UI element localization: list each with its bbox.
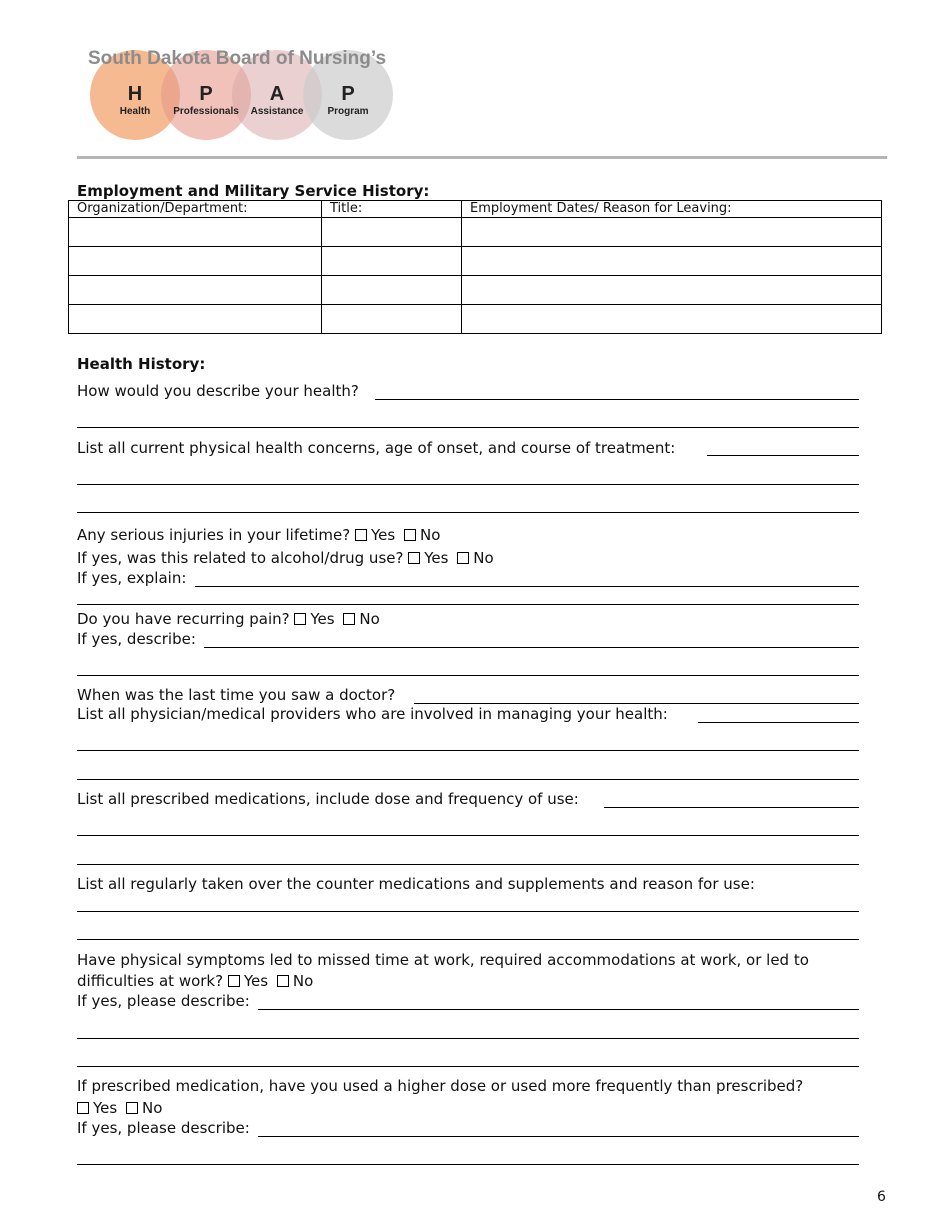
question-if-yes-explain	[77, 568, 186, 588]
table-row	[69, 305, 882, 334]
missed-work-no-checkbox[interactable]	[277, 975, 289, 987]
question-label: List all physician/medical providers who are involved in managing your health:	[77, 705, 668, 723]
logo-word-professionals: Professionals	[173, 106, 239, 117]
table-cell[interactable]	[462, 247, 882, 276]
logo-letter-h: H	[127, 83, 143, 105]
question-label: If yes, was this related to alcohol/drug use?	[77, 549, 404, 567]
option-no-label: No	[473, 549, 494, 567]
question-label: If yes, describe:	[77, 630, 196, 648]
prescribed-meds-answer-line-3[interactable]	[77, 864, 859, 865]
logo-word-health: Health	[119, 106, 151, 117]
logo-word-program: Program	[327, 106, 369, 117]
question-label: When was the last time you saw a doctor?	[77, 686, 396, 704]
table-header-row	[69, 201, 882, 218]
higher-dose-answer-line[interactable]	[258, 1136, 859, 1137]
providers-answer-line-3[interactable]	[77, 779, 859, 780]
health-heading: Health History:	[77, 355, 206, 373]
table-row	[69, 247, 882, 276]
pain-describe-answer-line[interactable]	[204, 647, 859, 648]
otc-meds-answer-line[interactable]	[77, 911, 859, 912]
question-related-alcohol	[77, 548, 494, 568]
option-yes-label: Yes	[424, 549, 449, 567]
higher-dose-options	[77, 1098, 162, 1118]
describe-health-answer-line-2[interactable]	[77, 427, 859, 428]
option-yes-label: Yes	[243, 972, 269, 990]
physical-concerns-answer-line[interactable]	[707, 455, 859, 456]
table-cell[interactable]	[322, 218, 462, 247]
hpap-logo	[88, 48, 408, 142]
question-label: Have physical symptoms led to missed time at work, required accommodations at work, or led to	[77, 951, 809, 969]
table-cell[interactable]	[462, 305, 882, 334]
question-recurring-pain	[77, 609, 380, 629]
question-label: Any serious injuries in your lifetime?	[77, 526, 351, 544]
option-yes-label: Yes	[370, 526, 396, 544]
table-row	[69, 218, 882, 247]
question-if-yes-please-describe-2	[77, 1118, 250, 1138]
explain-answer-line-2[interactable]	[77, 604, 859, 605]
header-divider	[77, 156, 887, 159]
question-label: If yes, please describe:	[77, 1119, 250, 1137]
higher-dose-answer-line-2[interactable]	[77, 1164, 859, 1165]
pain-yes-checkbox[interactable]	[294, 613, 306, 625]
pain-describe-answer-line-2[interactable]	[77, 675, 859, 676]
question-missed-work	[77, 950, 809, 970]
question-label: difficulties at work?	[77, 972, 224, 990]
column-header-organization: Organization/Department:	[69, 201, 322, 218]
table-cell[interactable]	[69, 218, 322, 247]
page-number: 6	[877, 1189, 886, 1205]
question-label: Do you have recurring pain?	[77, 610, 290, 628]
question-label: If yes, please describe:	[77, 992, 250, 1010]
alcohol-no-checkbox[interactable]	[457, 552, 469, 564]
question-providers	[77, 704, 668, 724]
question-missed-work-cont	[77, 971, 313, 991]
logo-word-assistance: Assistance	[250, 106, 304, 117]
question-last-doctor	[77, 685, 395, 705]
option-no-label: No	[359, 610, 380, 628]
table-row	[69, 276, 882, 305]
employment-heading: Employment and Military Service History:	[77, 182, 430, 200]
question-label: How would you describe your health?	[77, 382, 359, 400]
table-cell[interactable]	[322, 276, 462, 305]
logo-letter-p2: P	[341, 83, 355, 105]
table-cell[interactable]	[322, 247, 462, 276]
logo-title: South Dakota Board of Nursing’s	[88, 48, 387, 69]
physical-concerns-answer-line-3[interactable]	[77, 512, 859, 513]
explain-answer-line[interactable]	[195, 586, 859, 587]
table-cell[interactable]	[322, 305, 462, 334]
column-header-title: Title:	[322, 201, 462, 218]
missed-work-answer-line-3[interactable]	[77, 1066, 859, 1067]
option-yes-label: Yes	[310, 610, 335, 628]
question-physical-concerns	[77, 438, 675, 458]
higher-dose-yes-checkbox[interactable]	[77, 1102, 89, 1114]
question-otc-meds	[77, 874, 755, 894]
pain-no-checkbox[interactable]	[343, 613, 355, 625]
question-if-yes-describe	[77, 629, 196, 649]
injuries-yes-checkbox[interactable]	[355, 529, 367, 541]
option-no-label: No	[292, 972, 314, 990]
injuries-no-checkbox[interactable]	[404, 529, 416, 541]
question-label: List all prescribed medications, include dose and frequency of use:	[77, 790, 579, 808]
question-label: If prescribed medication, have you used a higher dose or used more frequently than prescribed?	[77, 1077, 804, 1095]
question-prescribed-meds	[77, 789, 579, 809]
otc-meds-answer-line-2[interactable]	[77, 939, 859, 940]
missed-work-yes-checkbox[interactable]	[228, 975, 240, 987]
option-no-label: No	[142, 1099, 163, 1117]
table-cell[interactable]	[69, 247, 322, 276]
table-cell[interactable]	[69, 305, 322, 334]
question-describe-health	[77, 381, 359, 401]
logo-letter-a: A	[269, 83, 285, 105]
employment-table	[68, 200, 882, 334]
describe-health-answer-line[interactable]	[375, 399, 859, 400]
missed-work-answer-line-2[interactable]	[77, 1038, 859, 1039]
option-no-label: No	[419, 526, 441, 544]
column-header-dates: Employment Dates/ Reason for Leaving:	[462, 201, 882, 218]
question-higher-dose	[77, 1076, 803, 1096]
question-label: List all regularly taken over the counter medications and supplements and reason for use:	[77, 875, 755, 893]
physical-concerns-answer-line-2[interactable]	[77, 484, 859, 485]
prescribed-meds-answer-line-2[interactable]	[77, 835, 859, 836]
question-if-yes-please-describe	[77, 991, 250, 1011]
table-cell[interactable]	[462, 218, 882, 247]
providers-answer-line-2[interactable]	[77, 750, 859, 751]
missed-work-answer-line[interactable]	[258, 1009, 859, 1010]
logo-letter-p: P	[199, 83, 213, 105]
providers-answer-line[interactable]	[698, 722, 859, 723]
table-cell[interactable]	[462, 276, 882, 305]
alcohol-yes-checkbox[interactable]	[408, 552, 420, 564]
table-cell[interactable]	[69, 276, 322, 305]
prescribed-meds-answer-line[interactable]	[604, 807, 859, 808]
question-serious-injuries	[77, 525, 440, 545]
option-yes-label: Yes	[93, 1099, 118, 1117]
question-label: List all current physical health concerns, age of onset, and course of treatment:	[77, 439, 676, 457]
question-label: If yes, explain:	[77, 569, 187, 587]
higher-dose-no-checkbox[interactable]	[126, 1102, 138, 1114]
